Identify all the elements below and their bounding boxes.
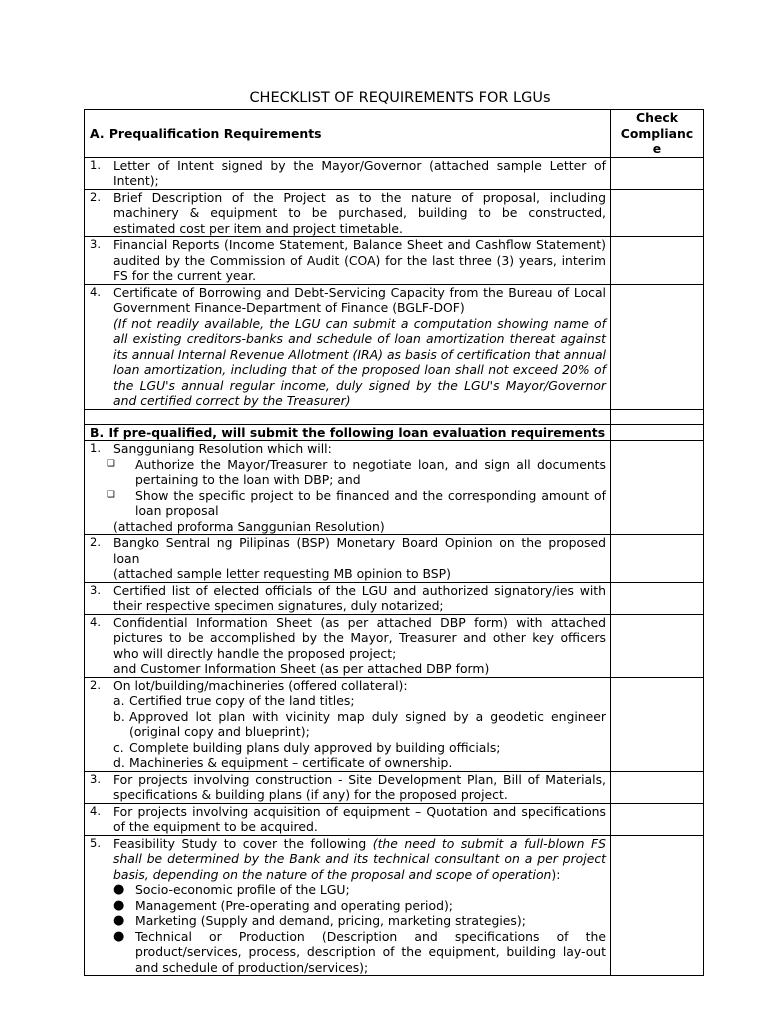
table-row (85, 582, 704, 614)
item-text: For projects involving acquisition of equipment – Quotation and specifications of the equipment to be acquired. (113, 803, 606, 834)
item-number: 3. (90, 237, 101, 251)
sub-item-text: Show the specific project to be financed and the corresponding amount of loan proposal (135, 487, 606, 518)
item-text: Letter of Intent signed by the Mayor/Governor (attached sample Letter of Intent); (113, 157, 606, 188)
check-compliance-header: Check Complianc e (611, 110, 704, 158)
item-number: 3. (90, 771, 101, 786)
item-number: 2. (90, 677, 101, 692)
table-row (85, 835, 704, 976)
item-number: 2. (90, 189, 101, 204)
sub-item-text: Approved lot plan with vicinity map duly signed by a geodetic engineer (original copy and blueprint); (129, 708, 606, 739)
table-row (85, 441, 704, 535)
table-row (85, 771, 704, 803)
item-text: Certified list of elected officials of the LGU and authorized signatory/ies with their respective specimen signatures, duly notarized; (113, 582, 606, 613)
item-tail: (attached sample letter requesting MB opinion to BSP) (113, 566, 451, 581)
checkbox-icon: ❏ (106, 489, 115, 500)
table-row (85, 614, 704, 677)
bullet-text: Technical or Production (Description and specifications of the product/services, process, description of the equipment, building lay-out and schedule of production/services); (135, 928, 606, 975)
check-cell[interactable] (611, 157, 704, 189)
bullet-icon: ● (113, 928, 125, 944)
item-text: Financial Reports (Income Statement, Balance Sheet and Cashflow Statement) audited by the Commission of Audit (COA) for the last three (3) years, interim FS for the current year. (113, 237, 606, 283)
check-cell[interactable] (611, 614, 704, 677)
sub-letter: b. (113, 708, 125, 724)
checkbox-icon: ❏ (106, 458, 115, 469)
section-b-header-row (85, 424, 704, 441)
item-tail: (attached proforma Sanggunian Resolution) (113, 518, 385, 534)
sub-letter: d. (113, 755, 125, 770)
item-text: For projects involving construction - Site Development Plan, Bill of Materials, specifications & building plans (if any) for the proposed project. (113, 771, 606, 802)
item-number: 4. (90, 803, 101, 818)
sub-item-text: Authorize the Mayor/Treasurer to negotiate loan, and sign all documents pertaining to the loan with DBP; and (135, 456, 606, 487)
table-row (85, 237, 704, 285)
sub-letter: a. (113, 693, 125, 708)
check-cell[interactable] (611, 424, 704, 441)
sub-item-text: Complete building plans duly approved by building officials; (129, 739, 501, 755)
bullet-icon: ● (113, 913, 125, 928)
item-text: Brief Description of the Project as to the nature of proposal, including machinery & equipment to be purchased, building to be constructed, estimated cost per item and project timetable. (113, 189, 606, 236)
item-text: Bangko Sentral ng Pilipinas (BSP) Monetary Board Opinion on the proposed loan (113, 535, 606, 566)
item-note: (the need to submit a full-blown FS shall be determined by the Bank and its technical consultant on a per project basis, depending on the nature of the proposal and scope of operation (113, 835, 606, 882)
item-number: 1. (90, 441, 101, 455)
check-cell[interactable] (611, 835, 704, 976)
item-number: 3. (90, 582, 101, 597)
item-text-end: ): (551, 866, 561, 882)
check-cell[interactable] (611, 803, 704, 835)
section-b-heading: B. If pre-qualified, will submit the following loan evaluation requirements (85, 424, 611, 441)
check-cell[interactable] (611, 284, 704, 409)
bullet-text: Socio-economic profile of the LGU; (135, 882, 350, 897)
sub-letter: c. (113, 739, 124, 755)
item-text: Feasibility Study to cover the following (113, 835, 367, 851)
bullet-icon: ● (113, 882, 125, 897)
item-tail: and Customer Information Sheet (as per attached DBP form) (113, 661, 490, 676)
spacer-row (85, 409, 704, 424)
table-row (85, 677, 704, 771)
item-number: 2. (90, 535, 101, 549)
bullet-icon: ● (113, 897, 125, 913)
sub-item-text: Certified true copy of the land titles; (129, 693, 355, 708)
check-cell[interactable] (611, 237, 704, 285)
item-text: Confidential Information Sheet (as per attached DBP form) with attached pictures to be accomplished by the Mayor, Treasurer and other key officers who will directly handle the proposed project; (113, 614, 606, 661)
bullet-text: Marketing (Supply and demand, pricing, marketing strategies); (135, 913, 526, 928)
check-cell[interactable] (611, 677, 704, 771)
table-row (85, 803, 704, 835)
check-cell[interactable] (611, 189, 704, 237)
table-row (85, 157, 704, 189)
document-title: CHECKLIST OF REQUIREMENTS FOR LGUs (249, 90, 551, 106)
item-text: On lot/building/machineries (offered collateral): (113, 677, 408, 693)
table-row (85, 284, 704, 409)
item-note: (If not readily available, the LGU can submit a computation showing name of all existing creditors-banks and schedule of loan amortization thereat against its annual Internal Revenue Allotment (IRA) as basis of certification that annual loan amortization, including that of the proposed loan shall not exceed 20% of the LGU's annual regular income, duly signed by the LGU's Mayor/Governor and certified correct by the Treasurer) (113, 315, 606, 408)
table-row (85, 189, 704, 237)
item-number: 5. (90, 835, 101, 850)
section-a-heading: A. Prequalification Requirements (85, 110, 611, 158)
bullet-text: Management (Pre-operating and operating period); (135, 897, 453, 913)
check-cell[interactable] (611, 535, 704, 583)
item-number: 1. (90, 157, 101, 172)
section-a-header-row (85, 110, 704, 158)
check-cell[interactable] (611, 771, 704, 803)
item-number: 4. (90, 284, 101, 299)
checklist-table (84, 109, 704, 976)
table-row (85, 535, 704, 583)
check-cell[interactable] (611, 441, 704, 535)
sub-item-text: Machineries & equipment – certificate of ownership. (129, 755, 453, 770)
check-cell[interactable] (611, 582, 704, 614)
item-text: Sangguniang Resolution which will: (113, 441, 332, 456)
item-text: Certificate of Borrowing and Debt-Servicing Capacity from the Bureau of Local Government Finance-Department of Finance (BGLF-DOF) (113, 284, 606, 315)
item-number: 4. (90, 614, 101, 629)
